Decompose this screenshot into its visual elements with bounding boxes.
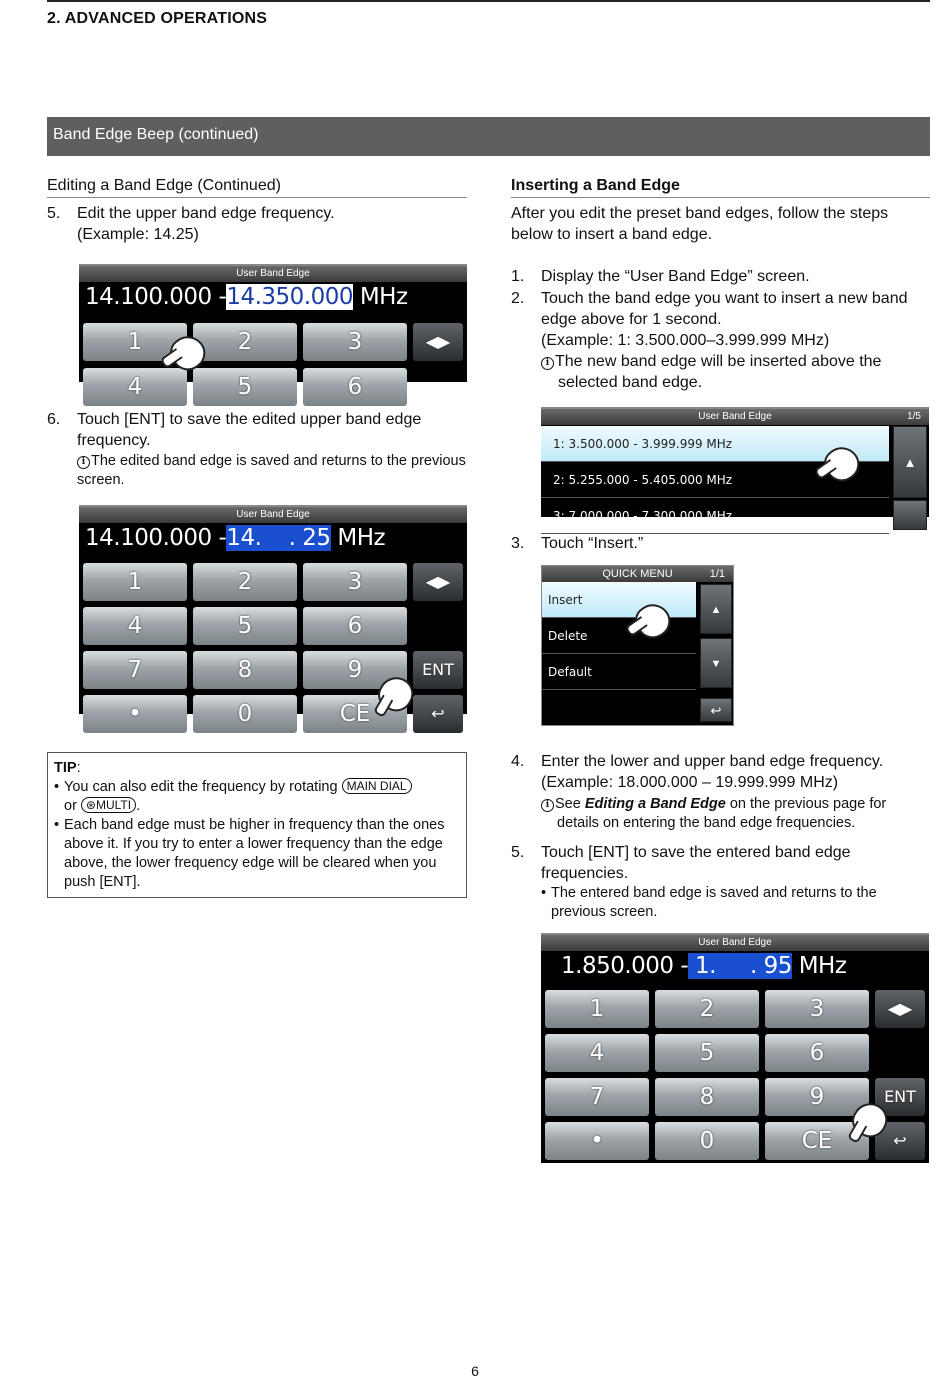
key-2[interactable]: 2 bbox=[193, 323, 297, 361]
back-key[interactable]: ↩ bbox=[413, 695, 463, 733]
arrows-key[interactable]: ◀▶ bbox=[875, 990, 925, 1028]
note-text: on the previous page for details on entering the band edge frequencies. bbox=[557, 796, 887, 831]
multi-key: ⊛MULTI bbox=[81, 797, 136, 813]
band-edge-row-2[interactable]: 2: 5.255.000 - 5.405.000 MHz bbox=[541, 462, 889, 498]
screen-title: User Band Edge bbox=[79, 266, 467, 282]
menu-down-button[interactable]: ▼ bbox=[700, 638, 732, 688]
key-1[interactable]: 1 bbox=[83, 563, 187, 601]
key-8[interactable]: 8 bbox=[193, 651, 297, 689]
screen-title: User Band Edge bbox=[541, 935, 929, 951]
ent-key[interactable]: ENT bbox=[413, 651, 463, 689]
freq-unit: MHz bbox=[359, 284, 408, 310]
step-text: Edit the upper band edge frequency. bbox=[77, 205, 335, 222]
key-9[interactable]: 9 bbox=[303, 651, 407, 689]
arrows-key[interactable]: ◀▶ bbox=[413, 563, 463, 601]
key-7[interactable]: 7 bbox=[545, 1078, 649, 1116]
screen-title-text: User Band Edge bbox=[698, 411, 772, 422]
freq-low: 1.850.000 - bbox=[561, 953, 689, 979]
info-icon: i bbox=[541, 357, 554, 370]
tip-box: TIP: • You can also edit the frequency by rotating MAIN DIAL or ⊛MULTI . • Each band edge must be higher in frequency than the ones above it. If you try to enter a lower frequency than the edge above, the lower frequency edge will be cleared when you push [ENT]. bbox=[47, 752, 467, 898]
tip-text: You can also edit the frequency by rotating bbox=[64, 779, 342, 795]
scroll-up-button[interactable]: ▲ bbox=[893, 426, 927, 498]
step-text: Display the “User Band Edge” screen. bbox=[541, 268, 810, 285]
step-example: (Example: 1: 3.500.000–3.999.999 MHz) bbox=[541, 332, 830, 349]
key-3[interactable]: 3 bbox=[303, 323, 407, 361]
key-6[interactable]: 6 bbox=[303, 607, 407, 645]
key-2[interactable]: 2 bbox=[655, 990, 759, 1028]
freq-high: 14. . 25 bbox=[226, 525, 331, 551]
key-0[interactable]: 0 bbox=[655, 1122, 759, 1160]
main-dial-key: MAIN DIAL bbox=[342, 778, 412, 794]
tip-text: or bbox=[64, 798, 81, 814]
page-indicator: 1/5 bbox=[907, 411, 921, 422]
right-section-title bbox=[511, 177, 930, 198]
arrows-key[interactable]: ◀▶ bbox=[413, 323, 463, 361]
step-text: Touch “Insert.” bbox=[541, 535, 644, 552]
key-dot[interactable]: • bbox=[545, 1122, 649, 1160]
menu-item-delete[interactable]: Delete bbox=[542, 618, 696, 654]
key-7[interactable]: 7 bbox=[83, 651, 187, 689]
right-step-3 bbox=[511, 533, 930, 554]
multi-label: MULTI bbox=[95, 798, 132, 812]
step-number: 4. bbox=[511, 753, 525, 770]
right-step-1 bbox=[511, 266, 930, 287]
user-band-edge-screen-1 bbox=[79, 264, 467, 400]
right-step-4 bbox=[511, 751, 930, 833]
quick-menu-title-text: QUICK MENU bbox=[602, 568, 673, 580]
key-3[interactable]: 3 bbox=[765, 990, 869, 1028]
key-6[interactable]: 6 bbox=[303, 368, 407, 406]
step-example: (Example: 18.000.000 – 19.999.999 MHz) bbox=[541, 774, 839, 791]
step-number: 5. bbox=[47, 205, 61, 222]
page-indicator: 1/1 bbox=[709, 568, 725, 580]
key-6[interactable]: 6 bbox=[765, 1034, 869, 1072]
section-title-text: Inserting a Band Edge bbox=[511, 177, 680, 194]
ent-key[interactable]: ENT bbox=[875, 1078, 925, 1116]
user-band-edge-screen-3 bbox=[541, 933, 929, 1163]
step-note: The edited band edge is saved and returns to the previous screen. bbox=[77, 453, 466, 488]
step-number: 3. bbox=[511, 535, 525, 552]
key-4[interactable]: 4 bbox=[83, 368, 187, 406]
info-icon: i bbox=[77, 456, 90, 469]
band-edge-row-1[interactable]: 1: 3.500.000 - 3.999.999 MHz bbox=[541, 426, 889, 462]
frequency-display bbox=[85, 525, 385, 551]
freq-low: 14.100.000 - bbox=[85, 284, 227, 310]
step-number: 6. bbox=[47, 411, 61, 428]
menu-item-insert[interactable]: Insert bbox=[542, 582, 696, 618]
right-step-5 bbox=[511, 842, 930, 922]
key-4[interactable]: 4 bbox=[83, 607, 187, 645]
key-3[interactable]: 3 bbox=[303, 563, 407, 601]
step-number: 5. bbox=[511, 844, 525, 861]
freq-high: 14.350.000 bbox=[226, 284, 354, 310]
frequency-display bbox=[85, 284, 408, 310]
key-5[interactable]: 5 bbox=[193, 368, 297, 406]
key-5[interactable]: 5 bbox=[193, 607, 297, 645]
step-example: (Example: 14.25) bbox=[77, 226, 199, 243]
key-ce[interactable]: CE bbox=[765, 1122, 869, 1160]
step-text: Touch the band edge you want to insert a new band edge above for 1 second. bbox=[541, 290, 908, 328]
step-note: The new band edge will be inserted above the selected band edge. bbox=[555, 353, 882, 391]
key-8[interactable]: 8 bbox=[655, 1078, 759, 1116]
menu-item-default[interactable]: Default bbox=[542, 654, 696, 690]
key-5[interactable]: 5 bbox=[655, 1034, 759, 1072]
frequency-display bbox=[561, 953, 846, 979]
key-2[interactable]: 2 bbox=[193, 563, 297, 601]
band-edge-row-3[interactable]: 3: 7.000.000 - 7.300.000 MHz bbox=[541, 498, 889, 534]
menu-up-button[interactable]: ▲ bbox=[700, 584, 732, 634]
tip-bullet-1: • You can also edit the frequency by rotating MAIN DIAL or ⊛MULTI . bbox=[54, 778, 460, 816]
step-text: Touch [ENT] to save the edited upper band edge frequency. bbox=[77, 411, 422, 449]
left-step-5 bbox=[47, 203, 467, 245]
step-text: Enter the lower and upper band edge frequency. bbox=[541, 753, 884, 770]
screen-title bbox=[541, 409, 929, 425]
quick-menu-title bbox=[542, 566, 733, 582]
header-rule bbox=[47, 0, 930, 2]
freq-unit: MHz bbox=[798, 953, 847, 979]
tip-label: TIP bbox=[54, 760, 77, 776]
key-9[interactable]: 9 bbox=[765, 1078, 869, 1116]
info-icon: i bbox=[541, 799, 554, 812]
note-text: See bbox=[555, 796, 585, 812]
left-step-6 bbox=[47, 409, 467, 490]
freq-high: 1. . 95 bbox=[688, 953, 792, 979]
key-1[interactable]: 1 bbox=[83, 323, 187, 361]
step-number: 2. bbox=[511, 290, 525, 307]
freq-low: 14.100.000 - bbox=[85, 525, 227, 551]
section-banner: Band Edge Beep (continued) bbox=[47, 117, 930, 156]
tip-bullet-2: • Each band edge must be higher in frequency than the ones above it. If you try to enter a lower frequency than the edge above, the lower frequency edge will be cleared when you push [ENT]. bbox=[54, 816, 460, 892]
step-text: Touch [ENT] to save the entered band edge frequencies. bbox=[541, 844, 851, 882]
chapter-title: 2. ADVANCED OPERATIONS bbox=[47, 10, 268, 27]
page-number: 6 bbox=[471, 1363, 479, 1379]
key-0[interactable]: 0 bbox=[193, 695, 297, 733]
key-1[interactable]: 1 bbox=[545, 990, 649, 1028]
quick-menu-screen bbox=[541, 565, 734, 726]
right-step-2 bbox=[511, 288, 930, 393]
right-intro: After you edit the preset band edges, follow the steps below to insert a band edge. bbox=[511, 205, 889, 243]
scroll-track[interactable] bbox=[893, 500, 927, 530]
freq-unit: MHz bbox=[337, 525, 386, 551]
user-band-edge-list-screen bbox=[541, 407, 929, 523]
note-reference: Editing a Band Edge bbox=[584, 796, 726, 812]
step-note: • The entered band edge is saved and returns to the previous screen. bbox=[541, 884, 930, 922]
step-number: 1. bbox=[511, 268, 525, 285]
menu-back-button[interactable]: ↩ bbox=[700, 698, 732, 722]
left-section-title: Editing a Band Edge (Continued) bbox=[47, 177, 467, 198]
key-dot[interactable]: • bbox=[83, 695, 187, 733]
key-4[interactable]: 4 bbox=[545, 1034, 649, 1072]
screen-title: User Band Edge bbox=[79, 507, 467, 523]
user-band-edge-screen-2 bbox=[79, 505, 467, 727]
back-key[interactable]: ↩ bbox=[875, 1122, 925, 1160]
key-ce[interactable]: CE bbox=[303, 695, 407, 733]
